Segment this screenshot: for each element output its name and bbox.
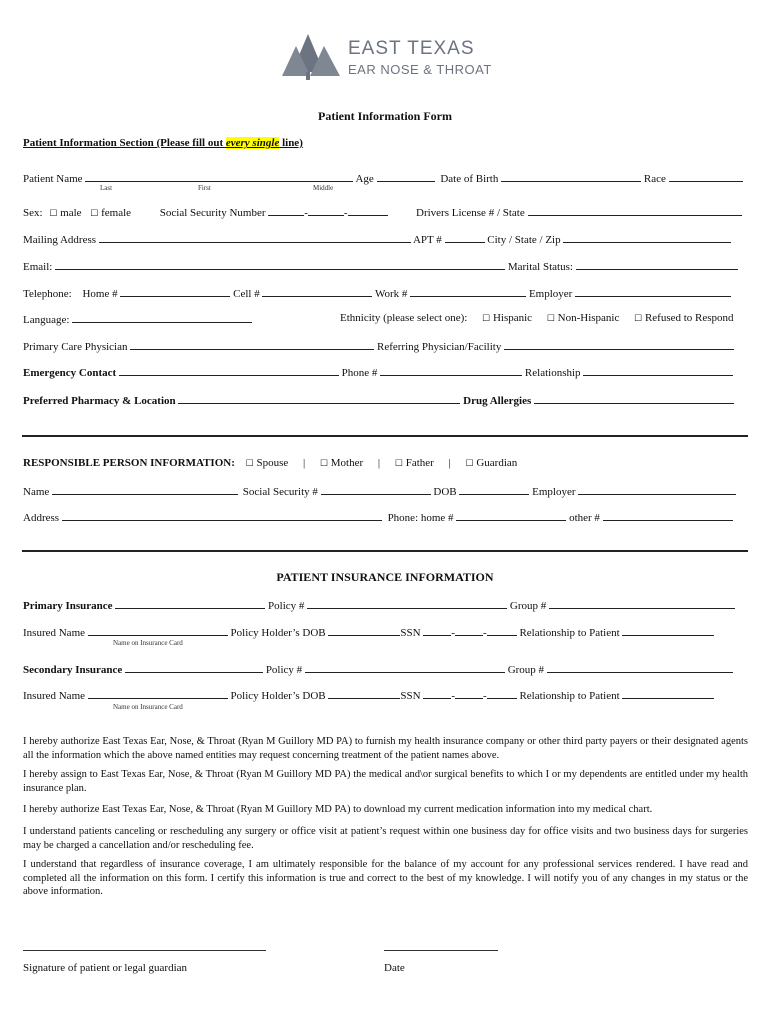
row-pcp <box>23 339 734 353</box>
allergies-field[interactable] <box>534 393 734 404</box>
page-title: Patient Information Form <box>318 109 452 123</box>
primary-ssn-field-1[interactable] <box>423 625 451 636</box>
male-checkbox[interactable]: ☐ <box>49 208 58 218</box>
resp-other-field[interactable] <box>603 510 733 521</box>
resp-name-label: Name <box>23 486 50 498</box>
telephone-label: Telephone: <box>23 288 72 300</box>
secondary-policy-label: Policy # <box>265 664 303 676</box>
referring-field[interactable] <box>504 339 734 350</box>
resp-dob-label: DOB <box>433 486 457 498</box>
pcp-label: Primary Care Physician <box>23 341 128 353</box>
divider-2 <box>22 550 748 552</box>
signature-label: Signature of patient or legal guardian <box>23 962 188 974</box>
responsible-heading-row: RESPONSIBLE PERSON INFORMATION: ☐ Spouse | ☐ Mother | ☐ Father | ☐ Guardian <box>23 457 518 469</box>
secondary-insured-row: Insured Name Policy Holder’s DOB SSN - - Relationship to Patient <box>23 688 714 702</box>
employer-label: Employer <box>528 288 573 300</box>
date-label: Date <box>384 962 405 974</box>
primary-insurance-label: Primary Insurance <box>23 600 113 612</box>
city-label: City / State / Zip <box>487 234 561 246</box>
responsible-row-address <box>23 510 733 524</box>
secondary-insurance-label: Secondary Insurance <box>23 664 123 676</box>
section-heading-suffix: line) <box>279 137 303 149</box>
responsibility-paragraph: I understand that regardless of insurance coverage, I am ultimately responsible for the balance of my account for any professional services rendered. I have read and completed all the information on this form. I certify this information is true and correct to the best of my knowledge. I will notify you of any changes in my status or the above information. <box>23 859 748 897</box>
secondary-ssn-field-2[interactable] <box>455 688 483 699</box>
age-label: Age <box>355 173 374 185</box>
primary-relationship-field[interactable] <box>622 625 714 636</box>
assignment-paragraph: I hereby assign to East Texas Ear, Nose, & Throat (Ryan M Guillory MD PA) the medical and\or surgical benefits to which I or my dependents are entitled under my health insurance plan. <box>23 769 748 794</box>
primary-ssn-field-2[interactable] <box>455 625 483 636</box>
row-pharmacy <box>23 393 734 407</box>
row-mailing <box>23 232 731 246</box>
secondary-ssn-field-1[interactable] <box>423 688 451 699</box>
email-label: Email: <box>23 261 53 273</box>
marital-label: Marital Status: <box>507 261 573 273</box>
resp-employer-field[interactable] <box>578 484 736 495</box>
city-field[interactable] <box>563 232 731 243</box>
secondary-ssn-field-3[interactable] <box>487 688 517 699</box>
primary-ssn-label: SSN <box>400 627 421 639</box>
primary-name-on-card: Name on Insurance Card <box>113 639 183 647</box>
work-phone-field[interactable] <box>410 286 526 297</box>
mailing-label: Mailing Address <box>23 234 97 246</box>
ethnicity-group <box>340 312 734 324</box>
secondary-holder-dob-label: Policy Holder’s DOB <box>230 690 326 702</box>
resp-address-label: Address <box>23 512 60 524</box>
father-checkbox[interactable]: ☐ <box>394 458 403 468</box>
row-language <box>23 312 252 326</box>
secondary-group-field[interactable] <box>547 662 733 673</box>
logo-line2: EAR NOSE & THROAT <box>348 62 492 77</box>
home-phone-field[interactable] <box>120 286 230 297</box>
primary-insured-field[interactable] <box>88 625 228 636</box>
male-label: male <box>60 207 82 219</box>
sub-last: Last <box>100 184 113 192</box>
guardian-label: Guardian <box>476 457 518 469</box>
secondary-relationship-label: Relationship to Patient <box>519 690 620 702</box>
hispanic-checkbox[interactable]: ☐ <box>482 313 491 323</box>
pharmacy-label: Preferred Pharmacy & Location <box>23 395 176 407</box>
insurance-heading: PATIENT INSURANCE INFORMATION <box>276 570 494 584</box>
secondary-ssn-label: SSN <box>400 690 421 702</box>
father-label: Father <box>405 457 434 469</box>
primary-insured-row: Insured Name Policy Holder’s DOB SSN - - Relationship to Patient <box>23 625 714 639</box>
divider-1 <box>22 435 748 437</box>
resp-employer-label: Employer <box>532 486 576 498</box>
ssn-field-1[interactable] <box>268 205 304 216</box>
section-heading-prefix: Patient Information Section (Please fill out <box>23 137 226 149</box>
refused-checkbox[interactable]: ☐ <box>634 313 643 323</box>
emergency-label: Emergency Contact <box>23 367 117 379</box>
primary-relationship-label: Relationship to Patient <box>519 627 620 639</box>
cell-label: Cell # <box>233 288 260 300</box>
license-group <box>416 205 742 219</box>
secondary-policy-field[interactable] <box>305 662 505 673</box>
secondary-group-label: Group # <box>507 664 545 676</box>
resp-phone-label: Phone: home # <box>387 512 454 524</box>
resp-name-field[interactable] <box>52 484 238 495</box>
patient-name-field[interactable] <box>85 171 353 182</box>
hispanic-label: Hispanic <box>492 312 533 324</box>
tree-logo-icon <box>278 32 344 82</box>
refused-label: Refused to Respond <box>644 312 734 324</box>
secondary-insurance-field[interactable] <box>125 662 263 673</box>
emergency-phone-field[interactable] <box>380 365 522 376</box>
sub-middle: Middle <box>313 184 334 192</box>
primary-group-label: Group # <box>509 600 547 612</box>
apt-label: APT # <box>412 234 442 246</box>
section-heading-highlight: every single <box>225 137 280 149</box>
referring-label: Referring Physician/Facility <box>376 341 502 353</box>
resp-ssn-label: Social Security # <box>242 486 318 498</box>
work-label: Work # <box>375 288 408 300</box>
dob-field[interactable] <box>501 171 641 182</box>
secondary-holder-dob-field[interactable] <box>328 688 400 699</box>
cell-phone-field[interactable] <box>262 286 372 297</box>
resp-other-label: other # <box>569 512 600 524</box>
responsible-heading: RESPONSIBLE PERSON INFORMATION: <box>23 457 235 469</box>
row-emergency <box>23 365 733 379</box>
age-field[interactable] <box>377 171 435 182</box>
female-checkbox[interactable]: ☐ <box>90 208 99 218</box>
allergies-label: Drug Allergies <box>463 395 532 407</box>
primary-insurance-field[interactable] <box>115 598 265 609</box>
primary-policy-field[interactable] <box>307 598 507 609</box>
logo-line1: EAST TEXAS <box>348 38 475 59</box>
pharmacy-field[interactable] <box>178 393 460 404</box>
mother-checkbox[interactable]: ☐ <box>319 458 329 468</box>
sex-label: Sex: <box>23 207 43 219</box>
responsible-row-name <box>23 484 736 498</box>
mailing-field[interactable] <box>99 232 411 243</box>
authorization-paragraph: I hereby authorize East Texas Ear, Nose, & Throat (Ryan M Guillory MD PA) to furnish my health insurance company or other third party payers or their designated agents all the information which the above named entities may request concerning treatment of the patient names above. <box>23 736 748 761</box>
dob-label: Date of Birth <box>440 173 499 185</box>
license-label: Drivers License # / State <box>416 207 525 219</box>
secondary-insurance-row <box>23 662 733 676</box>
primary-holder-dob-label: Policy Holder’s DOB <box>230 627 326 639</box>
row-patient-name <box>23 171 743 185</box>
non-hispanic-label: Non-Hispanic <box>557 312 620 324</box>
spouse-label: Spouse <box>256 457 289 469</box>
sub-first: First <box>198 184 211 192</box>
resp-address-field[interactable] <box>62 510 382 521</box>
secondary-name-on-card: Name on Insurance Card <box>113 703 183 711</box>
spouse-checkbox[interactable]: ☐ <box>245 458 254 468</box>
resp-dob-field[interactable] <box>459 484 529 495</box>
ssn-field-3[interactable] <box>348 205 388 216</box>
license-field[interactable] <box>528 205 742 216</box>
ssn-field-2[interactable] <box>308 205 344 216</box>
row-sex: Sex: ☐ male ☐ female Social Security Number - - <box>23 205 388 219</box>
row-email <box>23 259 738 273</box>
emergency-relationship-field[interactable] <box>583 365 733 376</box>
primary-insured-label: Insured Name <box>23 627 86 639</box>
secondary-insured-label: Insured Name <box>23 690 86 702</box>
secondary-relationship-field[interactable] <box>622 688 714 699</box>
non-hispanic-checkbox[interactable]: ☐ <box>546 313 555 323</box>
emergency-phone-label: Phone # <box>341 367 378 379</box>
emergency-relationship-label: Relationship <box>524 367 581 379</box>
emergency-field[interactable] <box>119 365 339 376</box>
race-label: Race <box>643 173 666 185</box>
mother-label: Mother <box>330 457 364 469</box>
email-field[interactable] <box>55 259 505 270</box>
language-label: Language: <box>23 314 70 326</box>
race-field[interactable] <box>669 171 743 182</box>
date-line[interactable] <box>384 950 498 951</box>
resp-ssn-field[interactable] <box>321 484 431 495</box>
medication-paragraph: I hereby authorize East Texas Ear, Nose, & Throat (Ryan M Guillory MD PA) to download my current medication information into my medical chart. <box>23 804 653 815</box>
resp-phone-field[interactable] <box>456 510 566 521</box>
primary-holder-dob-field[interactable] <box>328 625 400 636</box>
section-heading <box>23 137 303 149</box>
primary-group-field[interactable] <box>549 598 735 609</box>
guardian-checkbox[interactable]: ☐ <box>465 458 474 468</box>
row-telephone <box>23 286 731 300</box>
cancellation-paragraph: I understand patients canceling or rescheduling any surgery or office visit at patient’s request within one business day for office visits and two business days for surgeries may be charged a cancellation and/or rescheduling fee. <box>23 826 748 851</box>
secondary-insured-field[interactable] <box>88 688 228 699</box>
marital-field[interactable] <box>576 259 738 270</box>
primary-insurance-row <box>23 598 735 612</box>
primary-ssn-field-3[interactable] <box>487 625 517 636</box>
home-label: Home # <box>82 288 118 300</box>
logo <box>278 32 498 84</box>
signature-line[interactable] <box>23 950 266 951</box>
ethnicity-label: Ethnicity (please select one): <box>340 312 468 324</box>
language-field[interactable] <box>72 312 252 323</box>
employer-field[interactable] <box>575 286 731 297</box>
pcp-field[interactable] <box>130 339 374 350</box>
primary-policy-label: Policy # <box>268 600 305 612</box>
ssn-label: Social Security Number <box>159 207 266 219</box>
female-label: female <box>101 207 132 219</box>
patient-name-label: Patient Name <box>23 173 83 185</box>
apt-field[interactable] <box>445 232 485 243</box>
